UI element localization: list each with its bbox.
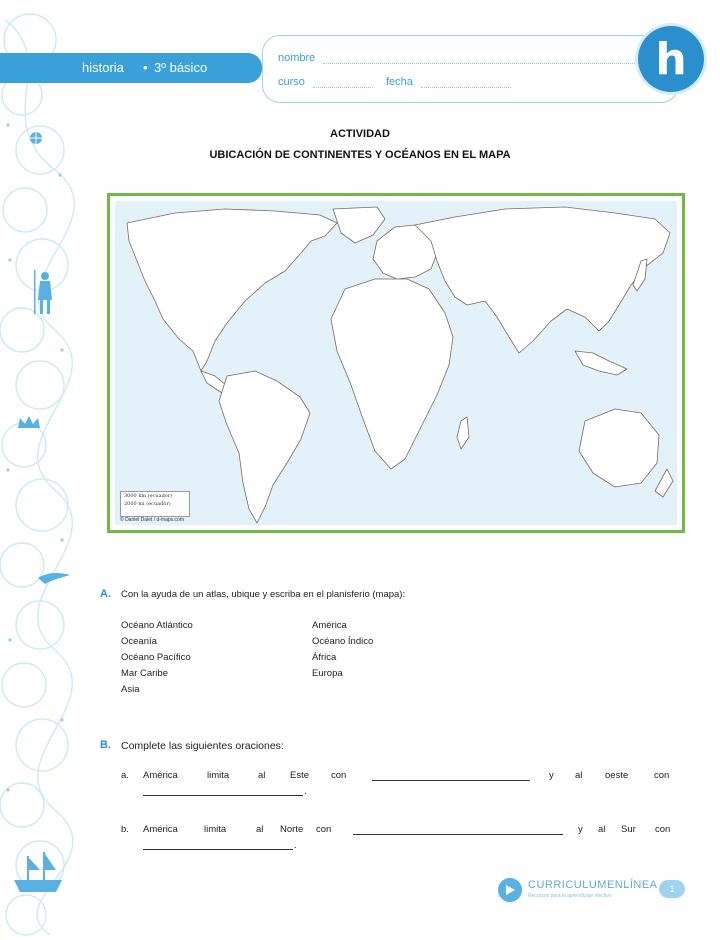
list-item: Océano Índico xyxy=(312,636,374,647)
sentence-end: . xyxy=(304,786,307,797)
section-a-letter: A. xyxy=(100,588,111,600)
sentence-end: . xyxy=(294,840,297,851)
section-a-instruction: Con la ayuda de un atlas, ubique y escriba en el planisferio (mapa): xyxy=(121,589,406,600)
sentence-word: con xyxy=(331,770,347,781)
sentence-word: Este xyxy=(290,770,310,781)
sentence-word: al xyxy=(575,770,583,781)
footer-brand: CURRICULUMENLÍNEA xyxy=(528,879,658,891)
sentence-word: al xyxy=(256,824,264,835)
sentence-word: al xyxy=(258,770,266,781)
section-b-instruction: Complete las siguientes oraciones: xyxy=(121,740,284,752)
answer-blank[interactable] xyxy=(353,834,563,835)
list-item: Oceanía xyxy=(121,636,157,647)
curso-field[interactable] xyxy=(313,87,373,88)
activity-title: ACTIVIDAD xyxy=(330,128,390,140)
nombre-label: nombre xyxy=(278,52,316,64)
sentence-word: con xyxy=(655,824,671,835)
bird-icon xyxy=(38,573,70,584)
sentence-word: Sur xyxy=(621,824,636,835)
crown-icon xyxy=(18,416,40,428)
answer-blank[interactable] xyxy=(143,795,303,796)
section-b-letter: B. xyxy=(100,739,111,751)
curso-label: curso xyxy=(278,76,305,88)
sentence-word: oeste xyxy=(605,770,629,781)
scale-mi-label: 2000 mi (ecuador) xyxy=(124,501,171,507)
curriculum-logo-icon xyxy=(498,878,522,902)
grade-label: 3º básico xyxy=(154,60,208,75)
map-scale xyxy=(120,491,190,517)
fecha-field[interactable] xyxy=(421,87,511,88)
fecha-label: fecha xyxy=(386,76,413,88)
answer-blank[interactable] xyxy=(143,849,293,850)
decorative-swirl-border xyxy=(0,0,75,940)
sentence-word: al xyxy=(598,824,606,835)
sentence-word: Norte xyxy=(280,824,304,835)
list-item: Océano Pacífico xyxy=(121,652,191,663)
subject-separator: • xyxy=(143,60,148,75)
list-item: Océano Atlántico xyxy=(121,620,193,631)
sentence-word: América xyxy=(143,770,178,781)
list-item: Mar Caribe xyxy=(121,668,168,679)
nombre-field[interactable] xyxy=(323,63,643,64)
map-credit: © Daniel Dalet / d-maps.com xyxy=(120,517,184,523)
ship-icon xyxy=(14,852,62,892)
world-map-frame xyxy=(107,193,685,533)
question-a-marker: a. xyxy=(121,770,129,781)
list-item: América xyxy=(312,620,347,631)
question-b-marker: b. xyxy=(121,824,129,835)
subject-header-band xyxy=(0,53,262,83)
sentence-word: con xyxy=(316,824,332,835)
sentence-word: América xyxy=(143,824,178,835)
list-item: África xyxy=(312,652,337,663)
footer-tagline: Recursos para el aprendizaje efectivo xyxy=(528,893,612,899)
sentence-word: y xyxy=(578,824,583,835)
sentence-word: limita xyxy=(204,824,227,835)
page-number: 1 xyxy=(659,880,685,898)
activity-subtitle: UBICACIÓN DE CONTINENTES Y OCÉANOS EN EL MAPA xyxy=(209,149,511,161)
list-item: Asia xyxy=(121,684,140,695)
world-map xyxy=(115,201,677,525)
subject-label: historia xyxy=(82,60,124,75)
h-logo: h xyxy=(638,26,704,92)
scale-km-label: 3000 km (ecuador) xyxy=(124,493,173,499)
knight-figure-icon xyxy=(34,270,52,314)
sentence-word: con xyxy=(654,770,670,781)
sentence-word: y xyxy=(549,770,554,781)
answer-blank[interactable] xyxy=(372,780,530,781)
list-item: Europa xyxy=(312,668,343,679)
student-info-box xyxy=(262,35,679,103)
sentence-word: limita xyxy=(207,770,230,781)
